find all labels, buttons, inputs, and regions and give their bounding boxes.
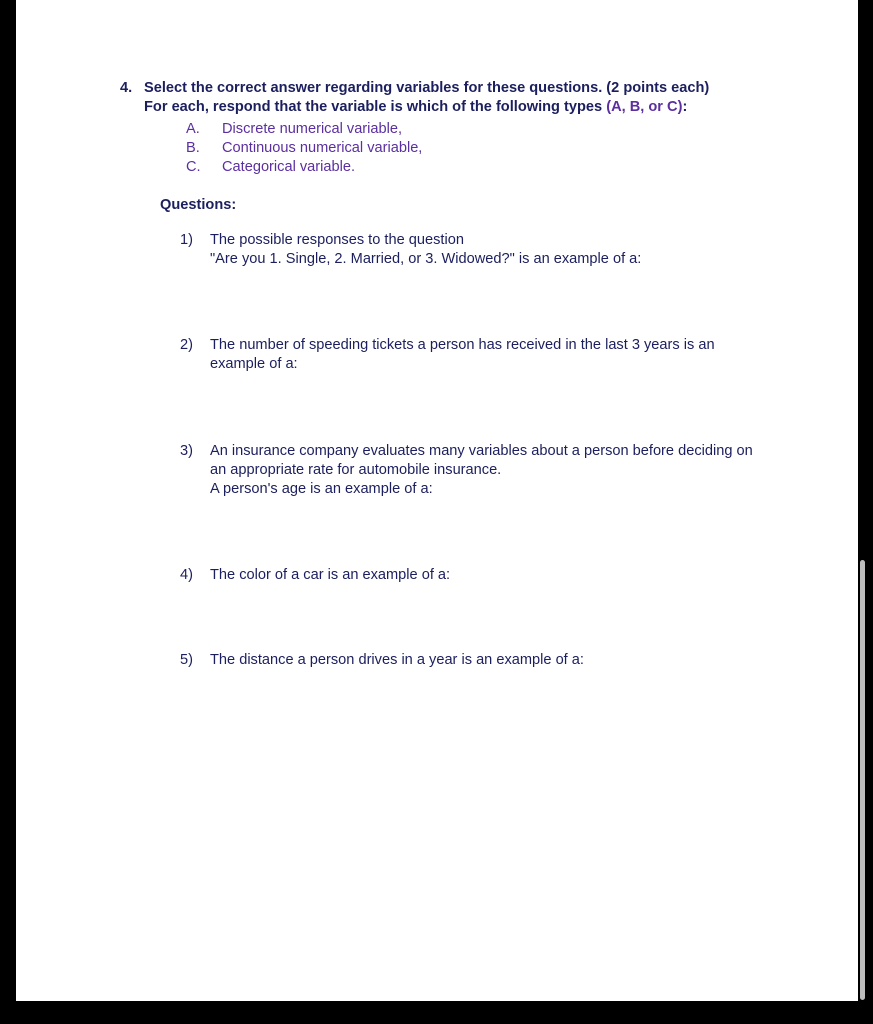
question-2 bbox=[180, 336, 830, 374]
instruction-line-1: Select the correct answer regarding variables for these questions. (2 points each) bbox=[144, 80, 710, 96]
question-5 bbox=[180, 651, 830, 670]
option-text: Categorical variable. bbox=[222, 159, 356, 175]
option-letter: B. bbox=[186, 140, 200, 156]
instruction-types: (A, B, or C) bbox=[606, 99, 683, 115]
document-page bbox=[16, 0, 858, 1001]
scrollbar-thumb[interactable] bbox=[860, 560, 865, 1000]
question-line: The distance a person drives in a year is an example of a: bbox=[210, 652, 584, 668]
question-line: A person's age is an example of a: bbox=[210, 481, 433, 497]
problem-number: 4. bbox=[120, 80, 133, 96]
question-number: 4) bbox=[180, 567, 193, 583]
instruction-colon: : bbox=[682, 99, 688, 115]
option-letter: C. bbox=[186, 159, 201, 175]
option-text: Discrete numerical variable, bbox=[222, 121, 403, 137]
question-line: An insurance company evaluates many variables about a person before deciding on bbox=[210, 443, 753, 459]
question-4 bbox=[180, 566, 830, 585]
questions-title: Questions: bbox=[160, 197, 237, 213]
question-line: example of a: bbox=[210, 356, 298, 372]
question-number: 3) bbox=[180, 443, 193, 459]
question-number: 1) bbox=[180, 232, 193, 248]
question-number: 5) bbox=[180, 652, 193, 668]
question-1 bbox=[180, 231, 830, 269]
question-3 bbox=[180, 442, 830, 499]
problem-heading bbox=[120, 79, 820, 117]
question-line: The number of speeding tickets a person has received in the last 3 years is an bbox=[210, 337, 715, 353]
option-text: Continuous numerical variable, bbox=[222, 140, 423, 156]
question-line: The possible responses to the question bbox=[210, 232, 464, 248]
option-letter: A. bbox=[186, 121, 200, 137]
question-line: The color of a car is an example of a: bbox=[210, 567, 451, 583]
question-line: an appropriate rate for automobile insurance. bbox=[210, 462, 502, 478]
question-number: 2) bbox=[180, 337, 193, 353]
instruction-line-2-text: For each, respond that the variable is which of the following types bbox=[144, 99, 607, 115]
instruction-line-2 bbox=[144, 98, 820, 117]
bottom-bar bbox=[0, 1001, 873, 1024]
question-line: "Are you 1. Single, 2. Married, or 3. Widowed?" is an example of a: bbox=[210, 251, 642, 267]
